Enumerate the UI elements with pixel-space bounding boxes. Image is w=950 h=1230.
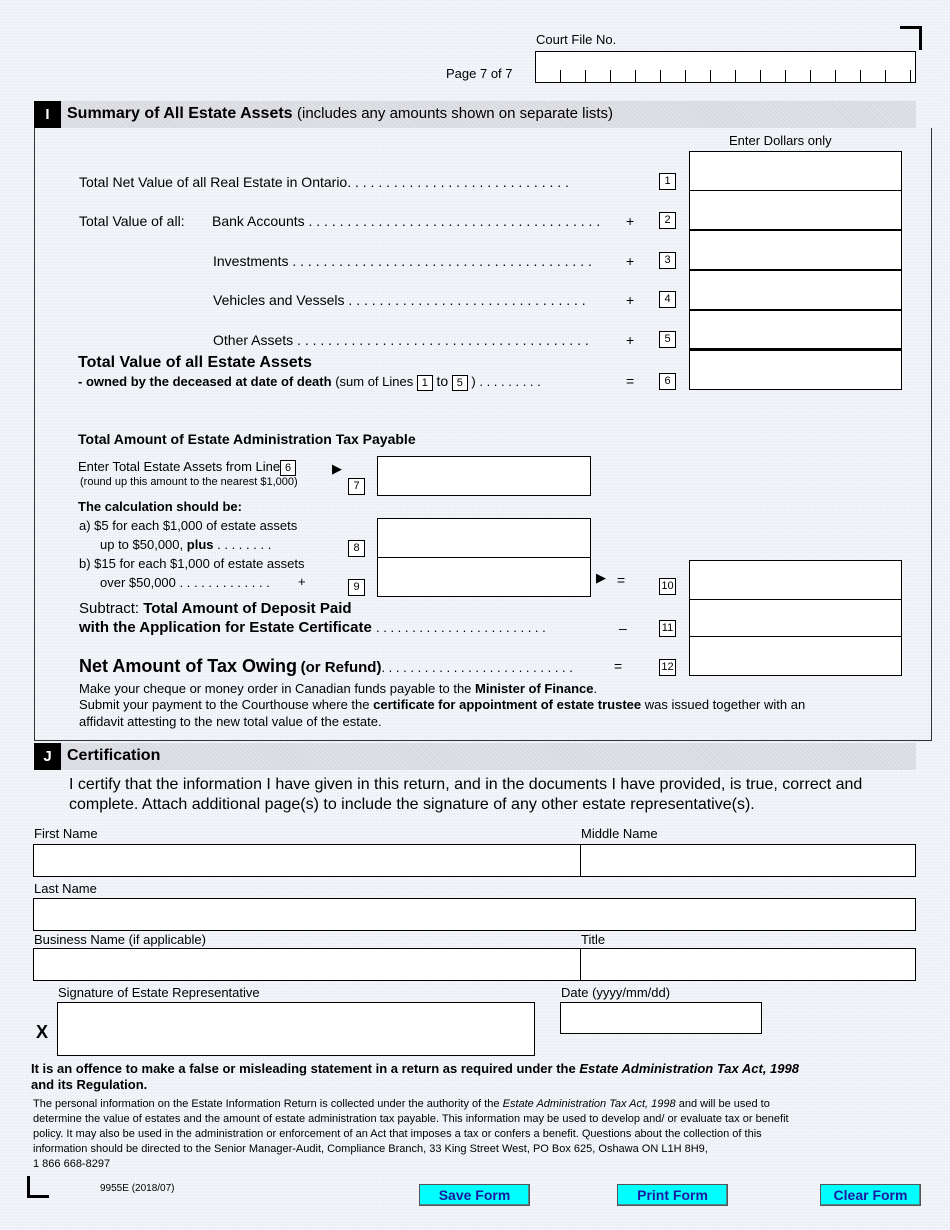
line-9-input[interactable]: [377, 557, 591, 597]
offence-text-a: It is an offence to make a false or misleading statement in a return as required under the: [31, 1061, 576, 1076]
clear-form-button[interactable]: Clear Form: [820, 1184, 921, 1206]
payment-line-1: Make your cheque or money order in Canadian funds payable to the Minister of Finance.: [79, 681, 598, 696]
business-name-label: Business Name (if applicable): [34, 932, 206, 947]
line-4-operator: +: [626, 292, 635, 308]
dollars-column-header: Enter Dollars only: [729, 133, 832, 148]
line-12-text: [79, 656, 573, 677]
offence-line-2: and its Regulation.: [31, 1077, 148, 1092]
last-name-input[interactable]: [33, 898, 916, 931]
page-number: Page 7 of 7: [446, 66, 513, 81]
tax-heading: Total Amount of Estate Administration Tax Payable: [78, 431, 416, 447]
line-10-number: 10: [659, 578, 676, 595]
line-6-sub-a: (sum of Lines: [335, 374, 414, 389]
line-11-input[interactable]: [689, 599, 902, 637]
line-9-number: 9: [348, 579, 365, 596]
privacy-l1b: and will be used to: [678, 1098, 770, 1110]
line-8-text-a: a) $5 for each $1,000 of estate assets: [79, 518, 298, 533]
line-6-ref-from: 1: [417, 375, 433, 391]
corner-mark-top-right: [900, 26, 922, 50]
payment-line-1-bold: Minister of Finance: [475, 681, 594, 696]
line-5-input[interactable]: [689, 310, 902, 350]
line-10-input[interactable]: [689, 560, 902, 600]
line-11-number: 11: [659, 620, 676, 637]
payment-line-2-bold: certificate for appointment of estate trustee: [373, 697, 642, 712]
line-7-label-text: Enter Total Estate Assets from Line: [78, 459, 281, 474]
certify-line-2: complete. Attach additional page(s) to include the signature of any other estate representative(s).: [69, 796, 755, 813]
section-i-letter: I: [34, 101, 61, 128]
line-12-paren: (or Refund): [300, 659, 382, 676]
line-4-input[interactable]: [689, 270, 902, 310]
print-form-button[interactable]: Print Form: [617, 1184, 728, 1206]
line-11-bold-b: with the Application for Estate Certificate: [79, 619, 372, 636]
form-code: 9955E (2018/07): [100, 1183, 175, 1194]
offence-line-1: [31, 1061, 799, 1076]
privacy-line-3: policy. It may also be used in the administration or enforcement of an Act that imposes a tax or confers a benefit. Questions about the collection of this: [33, 1128, 762, 1140]
line-10-operator: =: [617, 572, 626, 588]
line-12-operator: =: [614, 658, 623, 674]
line-7-input[interactable]: [377, 456, 591, 496]
payment-line-2-end: was issued together with an: [644, 697, 806, 712]
court-file-label: Court File No.: [536, 32, 617, 47]
line-2-label: Bank Accounts . . . . . . . . . . . . . . . . . . . . . . . . . . . . . . . . . . . . . .: [212, 213, 601, 229]
line-6-title: Total Value of all Estate Assets: [78, 354, 312, 371]
line-12-input[interactable]: [689, 636, 902, 676]
line-7-note: (round up this amount to the nearest $1,000): [80, 476, 298, 488]
line-6-ref-to: 5: [452, 375, 468, 391]
line-6-operator: =: [626, 373, 635, 389]
section-i-subtitle: (includes any amounts shown on separate lists): [297, 105, 614, 122]
line-1-number: 1: [659, 173, 676, 190]
last-name-label: Last Name: [34, 881, 97, 896]
business-name-input[interactable]: [33, 948, 581, 981]
title-input[interactable]: [580, 948, 916, 981]
payment-line-2: [79, 697, 805, 712]
privacy-l1a: The personal information on the Estate Information Return is collected under the authority of the: [33, 1098, 500, 1110]
section-j-title: Certification: [67, 747, 161, 764]
line-11-bold-a: Total Amount of Deposit Paid: [143, 600, 352, 617]
line-5-label: Other Assets . . . . . . . . . . . . . . . . . . . . . . . . . . . . . . . . . . . . . .: [213, 332, 589, 348]
signature-box[interactable]: [57, 1002, 535, 1056]
line-11-text-a: [79, 600, 352, 617]
line-6-subtitle: [78, 373, 541, 391]
section-i-title-text: Summary of All Estate Assets: [67, 105, 293, 122]
line-9-operator: +: [298, 574, 306, 589]
line-8-input[interactable]: [377, 518, 591, 558]
line-2-input[interactable]: [689, 190, 902, 230]
calc-heading: The calculation should be:: [78, 499, 242, 514]
privacy-line-5: 1 866 668-8297: [33, 1158, 111, 1170]
line-3-label: Investments . . . . . . . . . . . . . . . . . . . . . . . . . . . . . . . . . . . . . . .: [213, 253, 592, 269]
court-file-input[interactable]: [535, 51, 916, 83]
line-11-prefix: Subtract:: [79, 600, 140, 617]
arrow-icon-2: ▶: [596, 570, 606, 585]
line-7-number: 7: [348, 478, 365, 495]
line-6-number: 6: [659, 373, 676, 390]
privacy-act: Estate Administration Tax Act, 1998: [502, 1098, 676, 1110]
date-label: Date (yyyy/mm/dd): [561, 985, 671, 1000]
section-i-title: [67, 105, 613, 123]
line-9-text-b: over $50,000 . . . . . . . . . . . . .: [100, 575, 270, 590]
arrow-icon: ▶: [332, 461, 342, 476]
line-2-operator: +: [626, 213, 635, 229]
offence-act: Estate Administration Tax Act, 1998: [579, 1061, 799, 1076]
line-5-number: 5: [659, 331, 676, 348]
payment-line-3: affidavit attesting to the new total value of the estate.: [79, 714, 382, 729]
line-6-input[interactable]: [689, 350, 902, 390]
line-9-text-a: b) $15 for each $1,000 of estate assets: [79, 556, 305, 571]
line-8-number: 8: [348, 540, 365, 557]
line-12-dots: . . . . . . . . . . . . . . . . . . . . . . . . . . .: [381, 660, 573, 675]
payment-line-1-text: Make your cheque or money order in Canadian funds payable to the: [79, 681, 472, 696]
line-6-sub-bold: - owned by the deceased at date of death: [78, 374, 332, 389]
line-11-operator: –: [619, 620, 627, 636]
section-j-header: [34, 743, 916, 770]
line-3-number: 3: [659, 252, 676, 269]
certify-line-1: I certify that the information I have given in this return, and in the documents I have provided, is true, correct and: [69, 776, 863, 793]
signature-x-mark: X: [36, 1022, 49, 1042]
signature-label: Signature of Estate Representative: [58, 985, 260, 1000]
line-7-label: [78, 459, 296, 476]
line-7-ref: 6: [280, 460, 296, 476]
line-12-number: 12: [659, 659, 676, 676]
save-form-button[interactable]: Save Form: [419, 1184, 530, 1206]
privacy-line-2: determine the value of estates and the amount of estate administration tax payable. This information may be used to develop and/ or evaluate tax or benefit: [33, 1113, 789, 1125]
line-8-text-b-plain: up to $50,000,: [100, 537, 184, 552]
line-1-label: Total Net Value of all Real Estate in Ontario. . . . . . . . . . . . . . . . . . . . . . . . . . . . .: [79, 174, 569, 190]
date-input[interactable]: [560, 1002, 762, 1034]
middle-name-label: Middle Name: [581, 826, 658, 841]
line-11-text-b: [79, 619, 546, 636]
line-6-sub-b: ) . . . . . . . . .: [471, 374, 541, 389]
corner-mark-bottom-left: [27, 1176, 49, 1198]
line-2-number: 2: [659, 212, 676, 229]
line-4-number: 4: [659, 291, 676, 308]
line-1-input[interactable]: [689, 151, 902, 191]
first-name-label: First Name: [34, 826, 98, 841]
privacy-line-1: [33, 1098, 770, 1110]
line-12-bold: Net Amount of Tax Owing: [79, 656, 297, 676]
line-8-text-b: [100, 537, 271, 552]
title-label: Title: [581, 932, 606, 947]
line-2-prefix: Total Value of all:: [79, 213, 185, 229]
section-j-letter: J: [34, 743, 61, 770]
first-name-input[interactable]: [33, 844, 581, 877]
line-5-operator: +: [626, 332, 635, 348]
line-11-dots: . . . . . . . . . . . . . . . . . . . . . . . .: [376, 620, 546, 635]
payment-line-2-text: Submit your payment to the Courthouse where the: [79, 697, 370, 712]
privacy-line-4: information should be directed to the Senior Manager-Audit, Compliance Branch, 33 King Street West, PO Box 625, Oshawa ON L1H 8H9,: [33, 1143, 708, 1155]
line-4-label: Vehicles and Vessels . . . . . . . . . . . . . . . . . . . . . . . . . . . . . . .: [213, 292, 586, 308]
line-8-text-b-dots: . . . . . . . .: [217, 537, 272, 552]
line-3-operator: +: [626, 253, 635, 269]
line-6-to-word: to: [436, 373, 449, 389]
middle-name-input[interactable]: [580, 844, 916, 877]
line-3-input[interactable]: [689, 230, 902, 270]
line-8-text-b-bold: plus: [186, 537, 214, 552]
